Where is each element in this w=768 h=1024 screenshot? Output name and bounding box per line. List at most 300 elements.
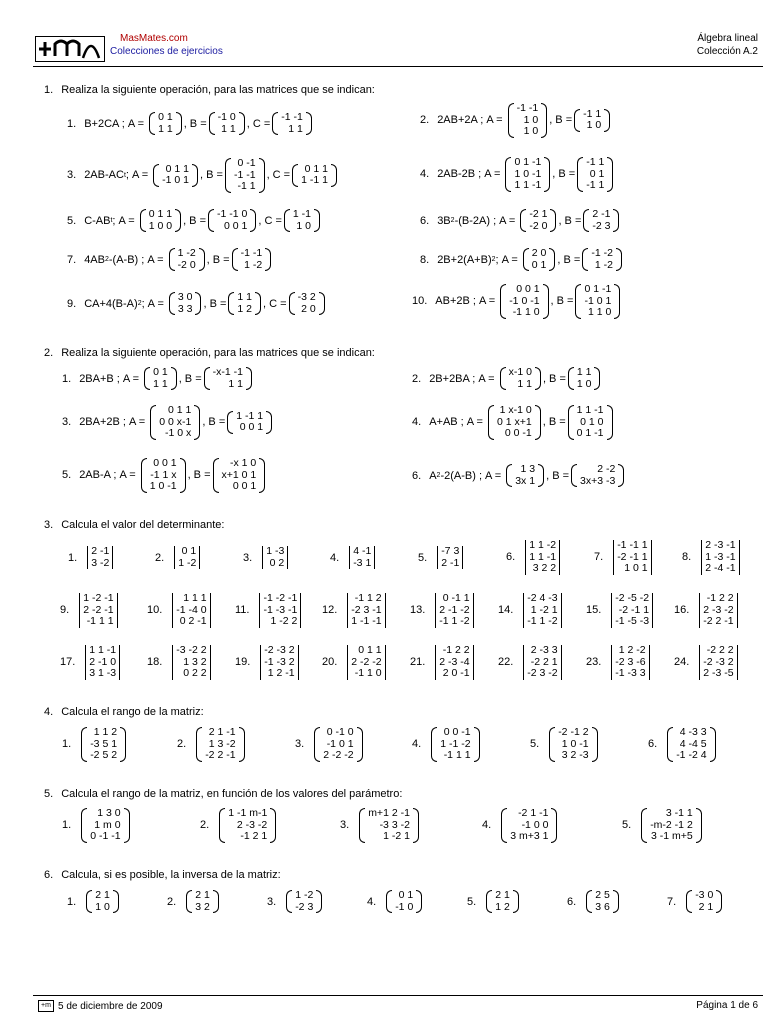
matrix-row: 3 2 2 — [532, 562, 557, 574]
operation-rest: -2(A-B) ; — [440, 469, 482, 482]
matrix-row: -1 -2 4 — [676, 749, 707, 761]
determinant-item — [498, 593, 564, 628]
matrix-row: 0 1 1 — [167, 404, 192, 416]
determinant-item — [586, 593, 655, 628]
matrix-body — [588, 248, 616, 271]
matrix-row: -2 -3 2 — [264, 644, 295, 656]
matrix-row: 1 2 -2 — [618, 644, 646, 656]
exercise — [62, 458, 267, 493]
matrix-row: -1 -1 — [281, 111, 303, 123]
matrix-item — [67, 890, 121, 913]
matrix-item — [62, 808, 132, 843]
matrix-row: 2 -2 -2 — [351, 655, 382, 668]
matrix-row: -2 5 2 — [90, 749, 118, 761]
matrix — [81, 808, 129, 843]
matrix-row: -1 1 — [583, 107, 602, 120]
matrix-row: -1 -1 — [233, 168, 256, 181]
section-1-title: 1. Realiza la siguiente operación, para las matrices que se indican: — [44, 84, 375, 96]
item-number: 3. — [267, 895, 277, 908]
matrix-row: -2 3 — [592, 219, 611, 232]
page-number: Página 1 de 6 — [696, 1000, 758, 1011]
matrix-row: -1 -5 -3 — [615, 615, 650, 627]
operation: AB+2B ; — [435, 295, 476, 308]
item-number: 17. — [60, 656, 76, 669]
determinant — [611, 645, 649, 680]
matrix-item — [267, 890, 324, 913]
determinant — [611, 593, 653, 628]
matrix — [286, 890, 322, 913]
matrix-row: -2 3 -6 — [615, 655, 646, 668]
matrix-row: 1 -1 1 — [301, 174, 328, 187]
determinant — [435, 645, 473, 680]
matrix-row: -x-1 -1 — [212, 366, 243, 378]
matrix — [574, 109, 610, 132]
matrix — [209, 112, 245, 135]
exercise-number: 6. — [420, 214, 430, 227]
operation: 2AB-A ; — [79, 469, 117, 482]
matrix-body — [692, 890, 716, 913]
mini-logo-icon: +m — [38, 1000, 54, 1012]
determinant — [437, 546, 463, 569]
exercise — [67, 248, 273, 271]
matrix-row: -1 0 1 — [326, 737, 354, 750]
exercise-number: 1. — [62, 372, 72, 385]
determinant — [349, 546, 375, 569]
matrix-row: 2 0 — [301, 302, 316, 315]
matrix — [386, 890, 422, 913]
matrix-row: -1 0 — [217, 111, 236, 123]
matrix-row: 2 -3 -2 — [703, 603, 734, 616]
matrix-row: -m-2 -1 2 — [650, 818, 693, 831]
exponent: 2 — [137, 300, 142, 307]
matrix-row: -2 -1 1 — [618, 603, 650, 616]
matrix-body — [219, 458, 260, 493]
brand-subtitle: Colecciones de ejercicios — [110, 46, 223, 57]
item-number: 18. — [147, 656, 163, 669]
exercise-number: 3. — [67, 169, 77, 182]
matrix-body — [526, 209, 550, 232]
matrix-body — [700, 593, 736, 628]
operation-rest: ; — [112, 214, 116, 227]
determinant — [699, 645, 737, 680]
matrix-body — [580, 109, 604, 132]
matrix — [204, 367, 252, 390]
item-number: 23. — [586, 656, 602, 669]
matrix-row: 2 -1 0 — [89, 655, 117, 668]
matrix-row: x-1 0 — [508, 366, 532, 378]
matrix-row: 1 -1 1 — [236, 409, 264, 422]
matrix — [641, 808, 702, 843]
matrix — [571, 464, 624, 487]
determinant-item — [586, 645, 652, 680]
matrix-label-a: A = — [147, 297, 164, 310]
matrix-label-a: A = — [131, 169, 149, 182]
matrix-row: 1 2 -1 — [267, 667, 295, 679]
matrix-body — [88, 546, 112, 569]
matrix-body — [612, 593, 652, 628]
matrix-body — [87, 727, 120, 762]
matrix — [141, 458, 186, 493]
matrix-row: 1 1 — [228, 377, 243, 390]
determinant — [347, 645, 385, 680]
exercise — [412, 464, 626, 487]
matrix-row: 3 2 -3 — [561, 749, 589, 761]
exercise — [420, 103, 612, 138]
matrix — [86, 890, 119, 913]
operation-rest: -(B-2A) ; — [454, 214, 497, 227]
matrix-body — [437, 727, 473, 762]
matrix-row: -2 3 -2 — [527, 667, 558, 679]
matrix-body — [92, 890, 113, 913]
matrix-row: 1 1 -1 — [576, 404, 604, 416]
matrix-row: 0 1 x+1 — [496, 415, 532, 428]
matrix — [169, 292, 202, 315]
matrix-row: 2 -2 -2 — [323, 749, 354, 761]
exercise — [412, 284, 622, 319]
exercise — [62, 405, 274, 440]
matrix-body — [146, 209, 175, 232]
section-4-title: 4. Calcula el rango de la matriz: — [44, 706, 204, 718]
exponent: t — [110, 217, 113, 224]
matrix-row: -2 -1 2 — [558, 726, 589, 738]
matrix-label-b: , B = — [183, 117, 207, 130]
exercise-number: 7. — [67, 253, 77, 266]
matrix-label-a: A = — [466, 416, 483, 429]
matrix-row: 4 -4 5 — [679, 737, 707, 750]
matrix — [289, 292, 325, 315]
matrix-row: 0 2 2 — [183, 667, 207, 679]
item-number: 7. — [667, 895, 677, 908]
operation: 2AB-2B ; — [437, 168, 482, 181]
matrix-row: 2 1 — [195, 889, 210, 901]
matrix-row: 2 -3 -5 — [703, 667, 734, 679]
matrix-item — [177, 727, 247, 762]
matrix-body — [574, 367, 595, 390]
matrix-row: 3 -1 m+5 — [651, 830, 693, 842]
exercise-number: 5. — [67, 214, 77, 227]
determinant — [262, 546, 288, 569]
matrix-body — [438, 546, 462, 569]
matrix-row: 1 -2 — [295, 889, 314, 901]
matrix-row: -2 2 -1 — [703, 615, 734, 627]
matrix-row: 0 -1 0 — [326, 726, 354, 738]
item-number: 5. — [622, 819, 632, 832]
matrix-body — [87, 808, 123, 843]
operation: 2AB-AC — [84, 169, 124, 182]
determinant-item — [60, 645, 122, 680]
matrix-label-b: , B = — [206, 253, 230, 266]
item-number: 1. — [68, 551, 78, 564]
item-number: 5. — [530, 738, 540, 751]
matrix-row: 1 0 -1 — [561, 737, 589, 750]
item-number: 21. — [410, 656, 426, 669]
matrix-label-b: , B = — [183, 214, 206, 227]
matrix-row: -3 2 — [297, 291, 316, 303]
matrix-item — [412, 727, 482, 762]
matrix-row: 2 1 — [95, 889, 110, 901]
matrix — [500, 367, 541, 390]
matrix-row: 3 m+3 1 — [510, 830, 549, 842]
matrix-row: 0 1 0 — [580, 415, 604, 428]
matrix — [582, 248, 622, 271]
matrix — [169, 248, 205, 271]
matrix-row: -1 -3 2 — [264, 655, 295, 668]
matrix-row: 2 1 -1 — [208, 726, 236, 738]
exponent: 2 — [104, 256, 109, 263]
matrix-row: 1 0 -1 — [149, 480, 177, 492]
matrix-item — [467, 890, 521, 913]
exponent: 2 — [491, 256, 496, 263]
item-number: 4. — [367, 895, 377, 908]
matrix-row: 2 -1 -2 — [439, 603, 470, 616]
matrix-row: 1 1 — [158, 122, 173, 135]
matrix — [523, 248, 556, 271]
item-number: 19. — [235, 656, 251, 669]
item-number: 24. — [674, 656, 690, 669]
matrix-row: -1 1 -2 — [439, 615, 470, 627]
item-number: 6. — [506, 551, 516, 564]
matrix-label-b: , B = — [200, 169, 223, 182]
item-number: 1. — [62, 819, 72, 832]
matrix — [153, 164, 198, 187]
matrix-body — [506, 284, 542, 319]
matrix-body — [647, 808, 696, 843]
footer-date — [38, 1000, 163, 1012]
matrix-body — [147, 458, 180, 493]
matrix-row: -2 2 1 — [530, 655, 558, 668]
matrix-body — [80, 593, 116, 628]
matrix-label-c: , C = — [258, 214, 282, 227]
determinant-item — [155, 546, 202, 569]
matrix-body — [348, 645, 384, 680]
exponent: t — [123, 171, 126, 179]
matrix-row: 1 1 -1 — [514, 179, 542, 191]
matrix-row: -1 0 0 — [521, 818, 549, 831]
matrix-row: -1 0 1 — [162, 174, 190, 187]
matrix-row: -1 0 -1 — [509, 294, 540, 307]
matrix — [549, 727, 597, 762]
matrix-row: 2 -1 — [91, 545, 110, 557]
matrix-row: 1 2 — [237, 302, 253, 315]
matrix-row: -1 2 1 — [240, 830, 268, 842]
matrix-item — [530, 727, 600, 762]
matrix — [575, 284, 620, 319]
operation: A+AB ; — [429, 416, 464, 429]
determinant — [87, 546, 113, 569]
determinant — [523, 593, 561, 628]
exercise-number: 6. — [412, 469, 422, 482]
determinant — [260, 645, 298, 680]
determinant-item — [60, 593, 120, 628]
matrix-item — [367, 890, 424, 913]
item-number: 2. — [155, 551, 165, 564]
matrix-row: 0 1 — [158, 111, 173, 123]
exercise-number: 10. — [412, 295, 428, 308]
matrix-row: -1 1 — [237, 180, 256, 192]
matrix-body — [529, 248, 550, 271]
matrix-row: 4 -3 3 — [679, 726, 707, 738]
matrix-row: -2 1 — [529, 208, 548, 220]
matrix-row: 0 2 — [269, 556, 285, 569]
matrix-body — [673, 727, 709, 762]
item-number: 15. — [586, 604, 602, 617]
item-number: 7. — [594, 551, 604, 564]
item-number: 9. — [60, 604, 70, 617]
matrix — [232, 248, 272, 271]
matrix-body — [581, 284, 614, 319]
operation: 2B+2(A+B) — [437, 253, 492, 266]
item-number: 20. — [322, 656, 338, 669]
matrix-row: 1 1 0 — [587, 306, 612, 318]
determinant — [172, 593, 210, 628]
matrix — [508, 103, 548, 138]
matrix-label-c: , C = — [266, 169, 291, 182]
matrix-row: 0 0 -1 — [504, 427, 532, 439]
matrix-row: 1 1 1 — [183, 592, 207, 604]
item-number: 1. — [67, 895, 77, 908]
matrix-body — [233, 411, 266, 434]
section-3-title: 3. Calcula el valor del determinante: — [44, 519, 225, 531]
exercise — [420, 209, 621, 232]
matrix-body — [231, 158, 259, 193]
matrix-row: x+1 0 1 — [221, 468, 257, 481]
item-number: 4. — [482, 819, 492, 832]
matrix-row: 0 1 1 — [304, 162, 328, 175]
matrix-row: 0 1 — [153, 366, 168, 378]
matrix-row: 0 -1 -1 — [90, 830, 121, 842]
determinant-item — [147, 593, 213, 628]
matrix-label-a: A = — [147, 253, 164, 266]
matrix-row: 2 -3 -1 — [705, 539, 736, 551]
item-number: 2. — [167, 895, 177, 908]
matrix-row: -x 1 0 — [229, 457, 257, 469]
matrix-row: -1 -1 0 — [217, 208, 248, 220]
matrix — [568, 367, 601, 390]
matrix-row: 0 1 — [398, 889, 414, 901]
determinant-item — [410, 593, 476, 628]
determinant — [525, 540, 560, 575]
matrix-item — [482, 808, 559, 843]
matrix-body — [263, 546, 287, 569]
matrix — [196, 727, 244, 762]
matrix-body — [492, 890, 513, 913]
matrix-body — [155, 112, 176, 135]
matrix-label-a: A = — [127, 117, 145, 130]
matrix-row: 2 -1 — [592, 208, 611, 220]
matrix-row: 0 2 -1 — [179, 615, 207, 627]
matrix-row: 1 -2 — [594, 258, 613, 271]
masmates-logo — [35, 36, 105, 62]
matrix-body — [150, 367, 171, 390]
header-divider — [33, 66, 763, 67]
matrix-body — [555, 727, 591, 762]
matrix-row: -1 -3 3 — [615, 667, 646, 679]
matrix-row: 1 -2 — [178, 556, 197, 569]
matrix-body — [86, 645, 119, 680]
operation: 2B+2BA ; — [429, 372, 476, 385]
matrix-row: 1 -1 — [292, 208, 311, 220]
matrix — [520, 209, 556, 232]
matrix — [486, 890, 519, 913]
item-number: 5. — [418, 551, 428, 564]
matrix-row: -1 -2 -1 — [263, 592, 298, 604]
matrix-body — [524, 593, 560, 628]
matrix-row: -1 0 x — [165, 427, 192, 439]
matrix-label-b: , B = — [202, 416, 226, 429]
exponent: 2 — [450, 217, 455, 224]
matrix-label-b: , B = — [542, 416, 566, 429]
matrix-label-b: , B = — [178, 372, 202, 385]
matrix-row: 1 -3 — [266, 545, 285, 557]
matrix — [577, 157, 613, 192]
matrix — [213, 458, 266, 493]
matrix-body — [295, 292, 319, 315]
matrix-row: -1 1 1 — [86, 615, 114, 627]
matrix-row: 3 -1 1 — [665, 807, 693, 819]
matrix — [81, 727, 126, 762]
exercise — [67, 292, 327, 315]
matrix-row: 4 -1 — [353, 545, 372, 557]
brand-name[interactable]: MasMates.com — [120, 33, 188, 44]
matrix-label-a: A = — [122, 372, 140, 385]
matrix-row: -2 -3 2 — [703, 655, 734, 668]
matrix-label-c: , C = — [246, 117, 271, 130]
item-number: 22. — [498, 656, 514, 669]
exercise-number: 4. — [420, 168, 430, 181]
item-number: 16. — [674, 604, 690, 617]
determinant-item — [235, 645, 301, 680]
matrix — [292, 164, 337, 187]
matrix-row: 0 1 -1 — [514, 156, 542, 168]
determinant-item — [410, 645, 476, 680]
operation-rest: ; — [125, 169, 129, 182]
matrix-body — [511, 157, 544, 192]
matrix-row: 0 0 1 — [516, 283, 540, 295]
operation-rest: ; — [141, 297, 145, 310]
matrix-row: 1 0 0 — [148, 219, 173, 232]
matrix-label-b: , B = — [549, 114, 573, 127]
matrix-row: 1 1 2 — [93, 726, 118, 738]
exercise — [67, 209, 322, 232]
matrix-body — [175, 248, 199, 271]
matrix-row: 1 1 -2 — [529, 539, 557, 551]
matrix-row: -2 3 -1 — [351, 603, 382, 616]
matrix-label-a: A = — [478, 295, 496, 308]
matrix-row: -1 1 -2 — [527, 615, 558, 627]
matrix-item — [622, 808, 704, 843]
determinant-item — [594, 540, 654, 575]
matrix-body — [507, 808, 551, 843]
matrix-row: -3 -2 2 — [176, 644, 207, 656]
matrix-row: -1 1 0 — [354, 667, 382, 679]
matrix — [314, 727, 362, 762]
item-number: 14. — [498, 604, 514, 617]
determinant — [85, 645, 120, 680]
matrix-row: -1 1 — [586, 156, 605, 168]
matrix-body — [592, 890, 613, 913]
matrix-row: 2 -4 -1 — [705, 562, 736, 574]
matrix-row: 3 0 — [177, 291, 193, 303]
matrix — [359, 808, 419, 843]
matrix — [225, 158, 265, 193]
matrix-body — [260, 593, 300, 628]
matrix-row: 1 -2 — [244, 258, 263, 271]
exercise — [67, 112, 314, 135]
matrix-row: -1 1 — [586, 179, 605, 191]
item-number: 4. — [330, 551, 340, 564]
matrix-row: 1 3 2 — [183, 655, 207, 668]
matrix-body — [524, 645, 560, 680]
